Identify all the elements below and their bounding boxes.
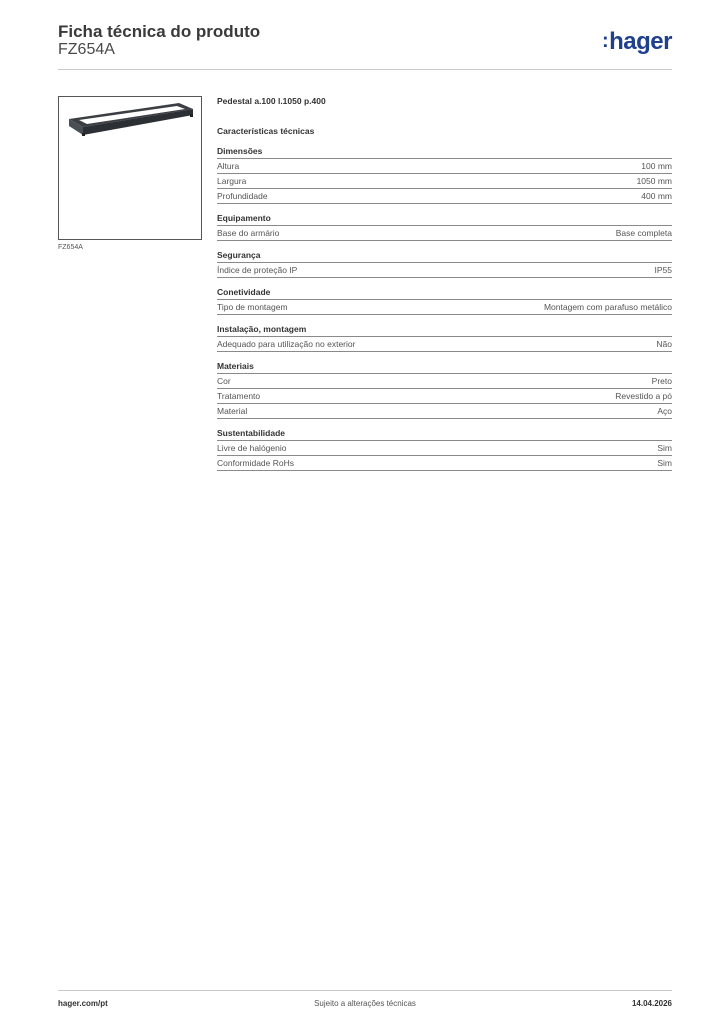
spec-value: Sim xyxy=(657,443,672,453)
spec-value: 400 mm xyxy=(641,191,672,201)
spec-value: 100 mm xyxy=(641,161,672,171)
spec-group-title: Instalação, montagem xyxy=(217,324,672,337)
logo-text: hager xyxy=(609,28,672,55)
spec-group xyxy=(217,250,672,278)
footer-disclaimer: Sujeito a alterações técnicas xyxy=(314,999,416,1008)
spec-row xyxy=(217,189,672,204)
spec-value: Montagem com parafuso metálico xyxy=(543,302,672,312)
page-footer xyxy=(58,990,672,1011)
spec-value: Aço xyxy=(657,406,672,416)
spec-row xyxy=(217,226,672,241)
spec-label: Índice de proteção IP xyxy=(217,265,298,275)
hager-logo[interactable] xyxy=(602,28,672,56)
spec-label: Adequado para utilização no exterior xyxy=(217,339,356,349)
footer-date: 14.04.2026 xyxy=(631,999,672,1008)
spec-value: 1050 mm xyxy=(636,176,672,186)
spec-content xyxy=(217,96,672,480)
spec-row xyxy=(217,389,672,404)
pedestal-product-image xyxy=(59,97,201,239)
spec-value: IP55 xyxy=(654,265,672,275)
spec-row xyxy=(217,174,672,189)
spec-value: Não xyxy=(656,339,672,349)
image-caption: FZ654A xyxy=(58,244,83,251)
spec-group xyxy=(217,146,672,204)
spec-group xyxy=(217,324,672,352)
spec-label: Largura xyxy=(217,176,247,186)
page-header xyxy=(58,20,672,70)
spec-group xyxy=(217,213,672,241)
spec-label: Livre de halógenio xyxy=(217,443,287,453)
spec-label: Profundidade xyxy=(217,191,268,201)
product-code: FZ654A xyxy=(58,41,115,58)
spec-row xyxy=(217,374,672,389)
spec-value: Sim xyxy=(657,458,672,468)
spec-label: Base do armário xyxy=(217,228,280,238)
spec-value: Base completa xyxy=(615,228,672,238)
spec-label: Material xyxy=(217,406,248,416)
product-image xyxy=(58,96,202,240)
spec-value: Preto xyxy=(651,376,672,386)
spec-row xyxy=(217,337,672,352)
footer-website[interactable]: hager.com/pt xyxy=(58,999,108,1008)
spec-label: Conformidade RoHs xyxy=(217,458,295,468)
spec-group xyxy=(217,361,672,419)
spec-group-title: Sustentabilidade xyxy=(217,428,672,441)
spec-row xyxy=(217,159,672,174)
section-heading: Características técnicas xyxy=(217,126,315,136)
spec-group-title: Dimensões xyxy=(217,146,672,159)
page-title: Ficha técnica do produto xyxy=(58,22,261,41)
spec-label: Cor xyxy=(217,376,231,386)
spec-group-title: Conetividade xyxy=(217,287,672,300)
spec-group-title: Equipamento xyxy=(217,213,672,226)
spec-row xyxy=(217,456,672,471)
product-name: Pedestal a.100 l.1050 p.400 xyxy=(217,96,326,106)
spec-groups xyxy=(217,146,672,471)
spec-group xyxy=(217,287,672,315)
spec-row xyxy=(217,441,672,456)
spec-group-title: Segurança xyxy=(217,250,672,263)
spec-row xyxy=(217,300,672,315)
spec-label: Tratamento xyxy=(217,391,261,401)
spec-row xyxy=(217,263,672,278)
spec-group-title: Materiais xyxy=(217,361,672,374)
spec-value: Revestido a pó xyxy=(615,391,672,401)
spec-group xyxy=(217,428,672,471)
spec-label: Altura xyxy=(217,161,240,171)
spec-row xyxy=(217,404,672,419)
spec-label: Tipo de montagem xyxy=(217,302,288,312)
logo-dots-icon: : xyxy=(601,30,609,52)
